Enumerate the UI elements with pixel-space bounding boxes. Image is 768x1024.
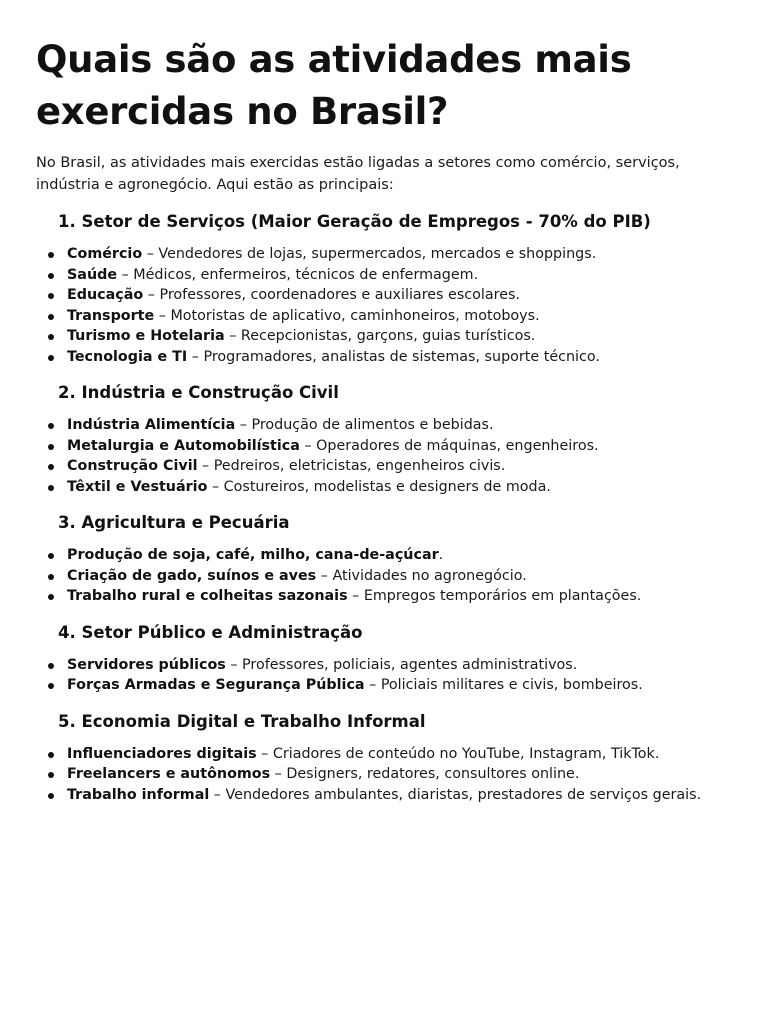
bullet-icon (48, 252, 54, 258)
item-description: – Vendedores ambulantes, diaristas, prestadores de serviços gerais. (209, 786, 702, 803)
bullet-icon (48, 553, 54, 559)
section (36, 621, 746, 696)
item-term: Produção de soja, café, milho, cana-de-açúcar (67, 547, 439, 563)
item-term: Transporte (67, 307, 155, 324)
bullet-icon (48, 594, 54, 600)
bullet-icon (48, 334, 54, 340)
section-heading: 1. Setor de Serviços (Maior Geração de Empregos - 70% do PIB) (58, 212, 651, 231)
list-item (36, 244, 746, 265)
bullet-list (36, 415, 746, 497)
item-term: Comércio (67, 246, 143, 262)
item-description: – Costureiros, modelistas e designers de moda. (207, 478, 551, 495)
list-item (36, 566, 746, 587)
item-description: – Produção de alimentos e bebidas. (235, 417, 494, 433)
item-description: – Programadores, analistas de sistemas, suporte técnico. (187, 348, 600, 365)
item-description: – Operadores de máquinas, engenheiros. (299, 437, 599, 454)
list-item (36, 744, 746, 765)
list-item (36, 764, 746, 785)
section-heading: 3. Agricultura e Pecuária (58, 513, 290, 532)
bullet-icon (48, 683, 54, 689)
list-item (36, 415, 746, 436)
item-term: Trabalho rural e colheitas sazonais (67, 588, 348, 604)
item-term: Influenciadores digitais (67, 745, 257, 762)
item-description: – Professores, policiais, agentes administrativos. (225, 656, 578, 673)
bullet-icon (48, 273, 54, 279)
list-item (36, 265, 746, 286)
list-item (36, 326, 746, 347)
list-item (36, 285, 746, 306)
list-item (36, 436, 746, 457)
item-term: Forças Armadas e Segurança Pública (67, 677, 365, 693)
bullet-list (36, 244, 746, 367)
item-description: – Empregos temporários em plantações. (347, 588, 642, 604)
item-term: Freelancers e autônomos (67, 766, 271, 782)
section (36, 710, 746, 806)
list-item (36, 477, 746, 498)
item-description: – Policiais militares e civis, bombeiros. (364, 677, 643, 693)
item-term: Educação (67, 287, 144, 303)
bullet-icon (48, 772, 54, 778)
item-term: Saúde (67, 266, 118, 283)
bullet-list (36, 655, 746, 696)
bullet-list (36, 744, 746, 806)
list-item (36, 456, 746, 477)
article (36, 34, 746, 805)
list-item (36, 785, 746, 806)
item-description: – Motoristas de aplicativo, caminhoneiros, motoboys. (154, 307, 540, 324)
section-heading: 2. Indústria e Construção Civil (58, 383, 339, 402)
section (36, 381, 746, 497)
item-term: Tecnologia e TI (67, 348, 188, 365)
bullet-icon (48, 444, 54, 450)
bullet-icon (48, 485, 54, 491)
section-heading: 4. Setor Público e Administração (58, 622, 363, 642)
item-description: – Médicos, enfermeiros, técnicos de enfermagem. (117, 266, 479, 283)
item-term: Servidores públicos (67, 656, 226, 673)
item-description: . (438, 547, 444, 563)
page-title: Quais são as atividades mais exercidas no Brasil? (36, 38, 632, 133)
list-item (36, 347, 746, 368)
list-item (36, 655, 746, 676)
item-description: – Vendedores de lojas, supermercados, mercados e shoppings. (142, 246, 597, 262)
item-term: Indústria Alimentícia (67, 417, 236, 433)
bullet-icon (48, 574, 54, 580)
bullet-icon (48, 663, 54, 669)
item-description: – Recepcionistas, garçons, guias turísticos. (224, 328, 536, 344)
item-term: Construção Civil (67, 458, 198, 474)
list-item (36, 586, 746, 607)
intro-paragraph: No Brasil, as atividades mais exercidas estão ligadas a setores como comércio, serviços, indústria e agronegócio. Aqui estão as principais: (36, 155, 680, 193)
bullet-icon (48, 464, 54, 470)
bullet-icon (48, 314, 54, 320)
item-term: Turismo e Hotelaria (67, 328, 225, 344)
item-term: Metalurgia e Automobilística (67, 437, 300, 454)
item-term: Trabalho informal (67, 786, 210, 803)
bullet-icon (48, 355, 54, 361)
section (36, 511, 746, 607)
item-term: Têxtil e Vestuário (67, 478, 208, 495)
list-item (36, 675, 746, 696)
bullet-icon (48, 752, 54, 758)
sections-container (36, 210, 746, 805)
item-description: – Criadores de conteúdo no YouTube, Instagram, TikTok. (256, 745, 660, 762)
list-item (36, 545, 746, 566)
section-heading: 5. Economia Digital e Trabalho Informal (58, 711, 426, 731)
bullet-icon (48, 793, 54, 799)
section (36, 210, 746, 367)
bullet-icon (48, 293, 54, 299)
bullet-icon (48, 423, 54, 429)
item-term: Criação de gado, suínos e aves (67, 567, 317, 584)
list-item (36, 306, 746, 327)
item-description: – Designers, redatores, consultores online. (270, 766, 580, 782)
bullet-list (36, 545, 746, 607)
item-description: – Atividades no agronegócio. (316, 567, 527, 584)
item-description: – Pedreiros, eletricistas, engenheiros civis. (197, 458, 506, 474)
item-description: – Professores, coordenadores e auxiliares escolares. (143, 287, 520, 303)
